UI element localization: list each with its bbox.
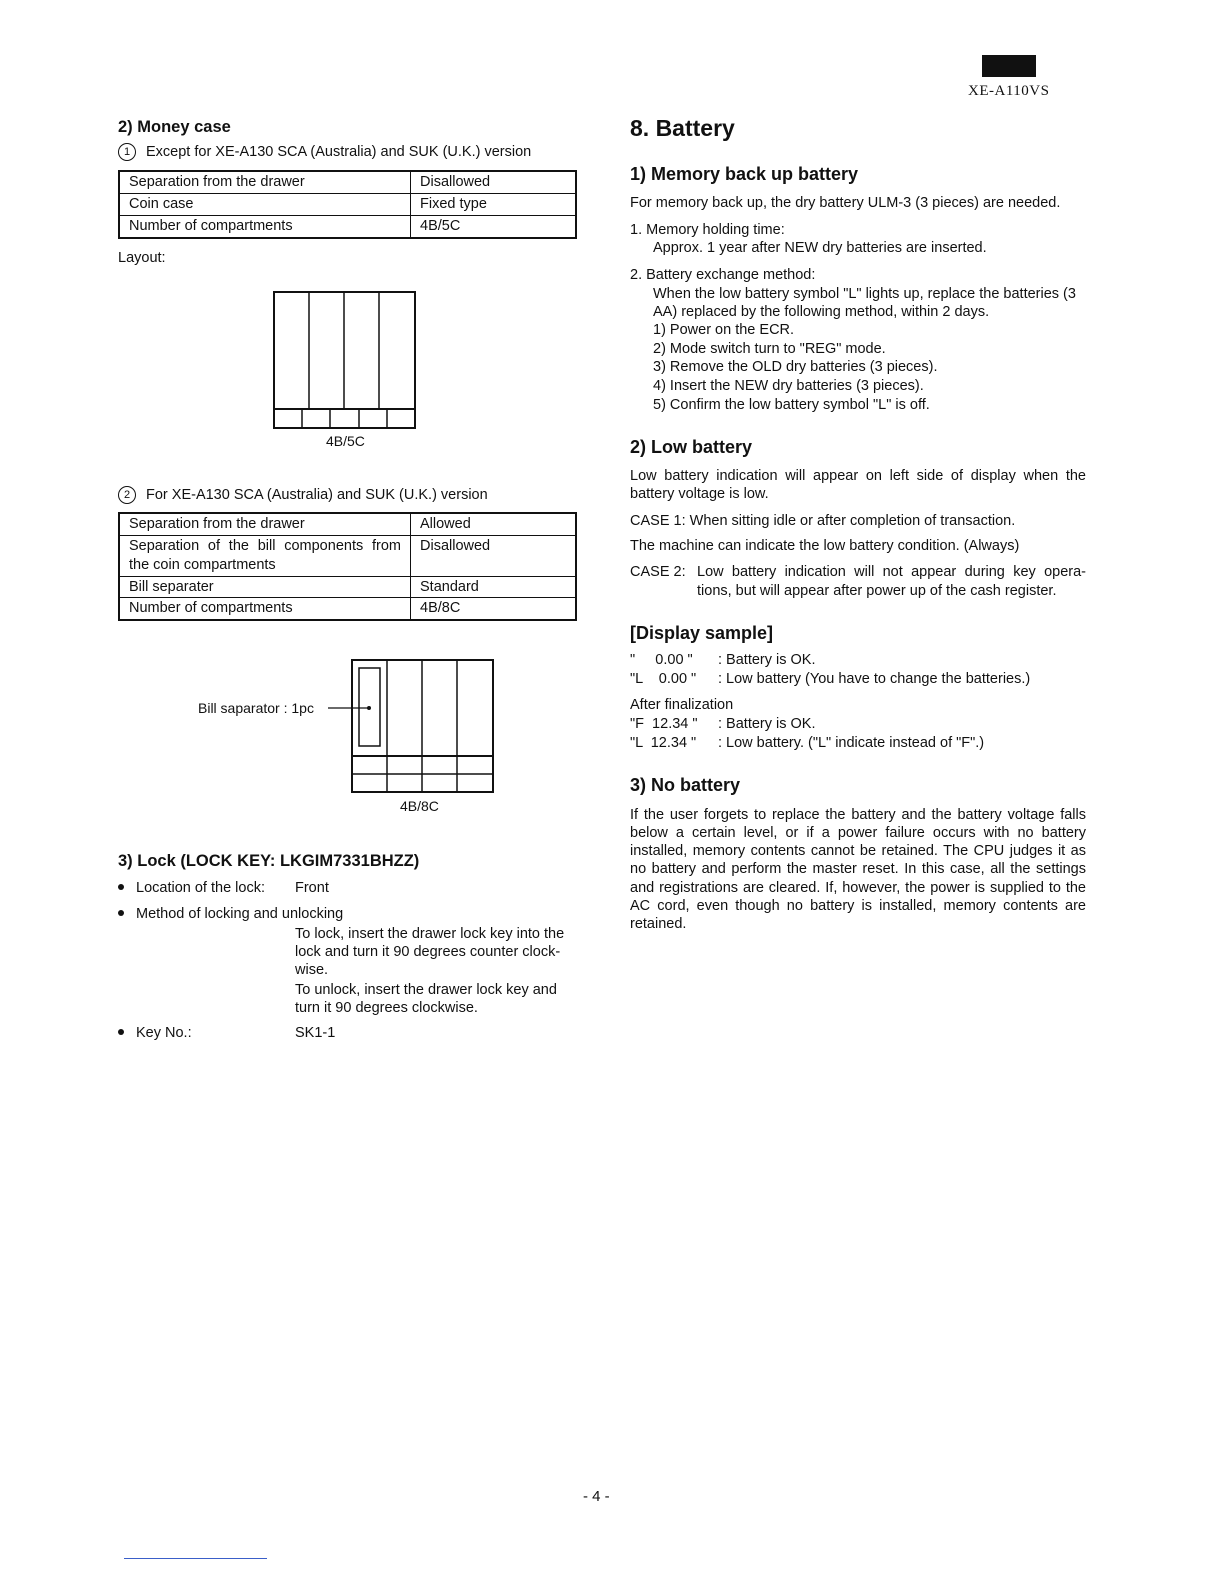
- table-row: Separation from the drawer Disallowed: [119, 171, 576, 193]
- model-badge: [982, 55, 1036, 77]
- exchange-step: 5) Confirm the low battery symbol "L" is off.: [653, 397, 930, 413]
- lock-method-label: Method of locking and unlocking: [136, 906, 344, 922]
- lock-method-line: wise.: [295, 962, 329, 978]
- page-number: - 4 -: [583, 1488, 610, 1505]
- circled-number-1: 1: [118, 143, 136, 161]
- memory-item-text: Approx. 1 year after NEW dry batteries are inserted.: [653, 240, 987, 256]
- no-battery-text: If the user forgets to replace the battery and the battery voltage falls: [630, 807, 1086, 823]
- table-row: Number of compartments 4B/8C: [119, 598, 576, 620]
- table-row: Number of compartments 4B/5C: [119, 215, 576, 237]
- case1-heading: 1 Except for XE-A130 SCA (Australia) and SUK (U.K.) version: [118, 143, 531, 162]
- memory-backup-intro: For memory back up, the dry battery ULM-3 (3 pieces) are needed.: [630, 195, 1061, 211]
- table-row: Separation from the drawer Allowed: [119, 513, 576, 535]
- lock-title: 3) Lock (LOCK KEY: LKGIM7331BHZZ): [118, 852, 420, 870]
- exchange-step: 3) Remove the OLD dry batteries (3 pieces).: [653, 359, 938, 375]
- layout-label: Layout:: [118, 250, 166, 266]
- lock-method-line: To lock, insert the drawer lock key into the: [295, 926, 565, 942]
- low-battery-text: battery voltage is low.: [630, 486, 769, 502]
- bullet-icon: [118, 884, 124, 890]
- low-battery-text: Low battery indication will appear on left side of display when the: [630, 468, 1086, 484]
- low-battery-title: 2) Low battery: [630, 437, 753, 457]
- exchange-step: 1) Power on the ECR.: [653, 322, 795, 338]
- memory-item-text: AA) replaced by the following method, within 2 days.: [653, 304, 990, 320]
- lock-method-line: turn it 90 degrees clockwise.: [295, 1000, 478, 1016]
- no-battery-text: retained.: [630, 916, 687, 932]
- no-battery-text: AC cord, even though no battery is installed, memory contents are: [630, 898, 1086, 914]
- money-case-title: 2) Money case: [118, 118, 231, 136]
- case2-heading: 2 For XE-A130 SCA (Australia) and SUK (U.K.) version: [118, 486, 488, 505]
- after-finalization-label: After finalization: [630, 697, 734, 713]
- key-number-label: Key No.:: [136, 1025, 192, 1041]
- case1-spec-table: [118, 170, 577, 239]
- lock-method-line: lock and turn it 90 degrees counter clock-: [295, 944, 561, 960]
- memory-item-text: When the low battery symbol "L" lights up, replace the batteries (3: [653, 286, 1076, 302]
- model-code: XE-A110VS: [968, 83, 1050, 99]
- exchange-step: 4) Insert the NEW dry batteries (3 pieces).: [653, 378, 924, 394]
- no-battery-title: 3) No battery: [630, 775, 741, 795]
- exchange-step: 2) Mode switch turn to "REG" mode.: [653, 341, 886, 357]
- memory-backup-title: 1) Memory back up battery: [630, 164, 859, 184]
- display-sample-row: " 0.00 " : Battery is OK.: [630, 652, 816, 668]
- table-row: Separation of the bill components from the coin compartments Disallowed: [119, 535, 576, 576]
- no-battery-text: no battery and perform the master reset. In this case, all the settings: [630, 861, 1086, 877]
- bill-separator-label: Bill saparator : 1pc: [198, 700, 314, 716]
- drawer-layout-4b8c-diagram: [328, 658, 496, 796]
- lock-location-label: Location of the lock:: [136, 880, 265, 896]
- lock-method-line: To unlock, insert the drawer lock key and: [295, 982, 557, 998]
- footer-divider: [124, 1558, 267, 1559]
- diagram-caption-4b8c: 4B/8C: [400, 798, 439, 814]
- table-row: Coin case Fixed type: [119, 193, 576, 215]
- display-sample-row: "F 12.34 " : Battery is OK.: [630, 716, 816, 732]
- memory-item-label: 2. Battery exchange method:: [630, 267, 816, 283]
- no-battery-text: and registrations are cleared. If, however, the power is supplied to the: [630, 880, 1086, 896]
- display-sample-title: [Display sample]: [630, 623, 774, 643]
- lock-location-value: Front: [295, 880, 329, 896]
- low-battery-case2-label: CASE 2:: [630, 564, 686, 580]
- low-battery-case2-text: Low battery indication will not appear during key opera-: [697, 564, 1086, 580]
- table-row: Bill separater Standard: [119, 576, 576, 598]
- memory-item-label: 1. Memory holding time:: [630, 222, 785, 238]
- battery-section-title: 8. Battery: [630, 115, 735, 141]
- circled-number-2: 2: [118, 486, 136, 504]
- key-number-value: SK1-1: [295, 1025, 336, 1041]
- diagram-caption-4b5c: 4B/5C: [326, 433, 365, 449]
- low-battery-case1-note: The machine can indicate the low battery condition. (Always): [630, 538, 1020, 554]
- low-battery-case1: CASE 1: When sitting idle or after completion of transaction.: [630, 513, 1016, 529]
- display-sample-row: "L 12.34 " : Low battery. ("L" indicate instead of "F".): [630, 735, 985, 751]
- bullet-icon: [118, 910, 124, 916]
- no-battery-text: below a certain level, or if a power failure occurs with no battery: [630, 825, 1086, 841]
- case2-spec-table: [118, 512, 577, 621]
- low-battery-case2-text: tions, but will appear after power up of the cash register.: [697, 583, 1057, 599]
- drawer-layout-4b5c-diagram: [272, 290, 418, 430]
- no-battery-text: installed, memory contents cannot be retained. The CPU judges it as: [630, 843, 1086, 859]
- bullet-icon: [118, 1029, 124, 1035]
- display-sample-row: "L 0.00 " : Low battery (You have to change the batteries.): [630, 671, 1031, 687]
